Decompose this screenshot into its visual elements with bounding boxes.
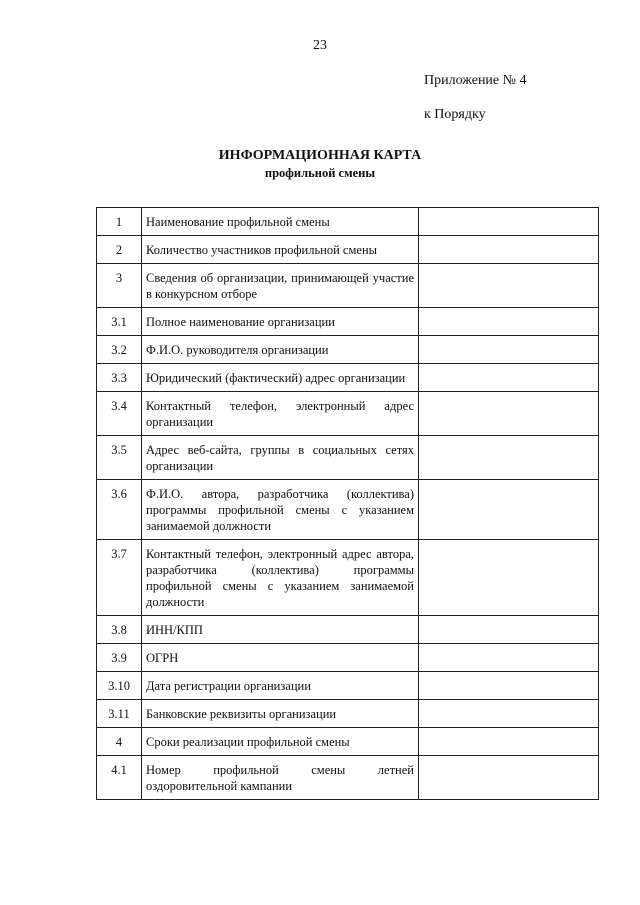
table-row <box>97 644 599 672</box>
row-value-field[interactable] <box>419 364 599 392</box>
row-label: Сведения об организации, принимающей участие в конкурсном отборе <box>142 264 419 308</box>
row-number: 3 <box>97 264 142 308</box>
row-label: Контактный телефон, электронный адрес организации <box>142 392 419 436</box>
table-row <box>97 700 599 728</box>
row-value-field[interactable] <box>419 336 599 364</box>
row-value-field[interactable] <box>419 436 599 480</box>
row-number: 4.1 <box>97 756 142 800</box>
row-number: 2 <box>97 236 142 264</box>
row-label: Номер профильной смены летней оздоровительной кампании <box>142 756 419 800</box>
table-row <box>97 236 599 264</box>
row-number: 3.11 <box>97 700 142 728</box>
table-row <box>97 392 599 436</box>
row-value-field[interactable] <box>419 728 599 756</box>
table-row <box>97 616 599 644</box>
row-value-field[interactable] <box>419 756 599 800</box>
table-row <box>97 756 599 800</box>
row-value-field[interactable] <box>419 392 599 436</box>
appendix-label: Приложение № 4 <box>424 73 527 88</box>
row-value-field[interactable] <box>419 700 599 728</box>
table-row <box>97 208 599 236</box>
row-label: Ф.И.О. руководителя организации <box>142 336 419 364</box>
row-value-field[interactable] <box>419 208 599 236</box>
row-number: 3.4 <box>97 392 142 436</box>
row-number: 3.8 <box>97 616 142 644</box>
row-label: ОГРН <box>142 644 419 672</box>
row-label: Юридический (фактический) адрес организации <box>142 364 419 392</box>
row-label: Адрес веб-сайта, группы в социальных сетях организации <box>142 436 419 480</box>
row-value-field[interactable] <box>419 480 599 540</box>
table-row <box>97 540 599 616</box>
row-number: 3.10 <box>97 672 142 700</box>
table-row <box>97 480 599 540</box>
row-number: 3.9 <box>97 644 142 672</box>
row-number: 3.1 <box>97 308 142 336</box>
row-number: 4 <box>97 728 142 756</box>
row-label: Количество участников профильной смены <box>142 236 419 264</box>
row-number: 3.6 <box>97 480 142 540</box>
row-value-field[interactable] <box>419 264 599 308</box>
table-row <box>97 672 599 700</box>
table-row <box>97 264 599 308</box>
document-title: ИНФОРМАЦИОННАЯ КАРТА <box>218 148 422 163</box>
information-card-table <box>96 207 599 800</box>
row-label: Контактный телефон, электронный адрес автора, разработчика (коллектива) программы профильной смены с указанием занимаемой должности <box>142 540 419 616</box>
row-value-field[interactable] <box>419 236 599 264</box>
row-label: Наименование профильной смены <box>142 208 419 236</box>
table-row <box>97 728 599 756</box>
row-value-field[interactable] <box>419 672 599 700</box>
row-label: Ф.И.О. автора, разработчика (коллектива) программы профильной смены с указанием занимаемой должности <box>142 480 419 540</box>
row-number: 3.2 <box>97 336 142 364</box>
table-row <box>97 364 599 392</box>
document-subtitle: профильной смены <box>264 166 376 180</box>
row-label: ИНН/КПП <box>142 616 419 644</box>
table-body <box>97 208 599 800</box>
row-label: Дата регистрации организации <box>142 672 419 700</box>
row-value-field[interactable] <box>419 308 599 336</box>
row-number: 3.5 <box>97 436 142 480</box>
table-row <box>97 336 599 364</box>
page-number: 23 <box>313 38 327 53</box>
row-number: 1 <box>97 208 142 236</box>
appendix-reference: к Порядку <box>424 107 486 122</box>
row-value-field[interactable] <box>419 616 599 644</box>
row-value-field[interactable] <box>419 644 599 672</box>
row-number: 3.7 <box>97 540 142 616</box>
row-label: Банковские реквизиты организации <box>142 700 419 728</box>
row-label: Сроки реализации профильной смены <box>142 728 419 756</box>
row-number: 3.3 <box>97 364 142 392</box>
row-label: Полное наименование организации <box>142 308 419 336</box>
row-value-field[interactable] <box>419 540 599 616</box>
table-row <box>97 436 599 480</box>
table-row <box>97 308 599 336</box>
